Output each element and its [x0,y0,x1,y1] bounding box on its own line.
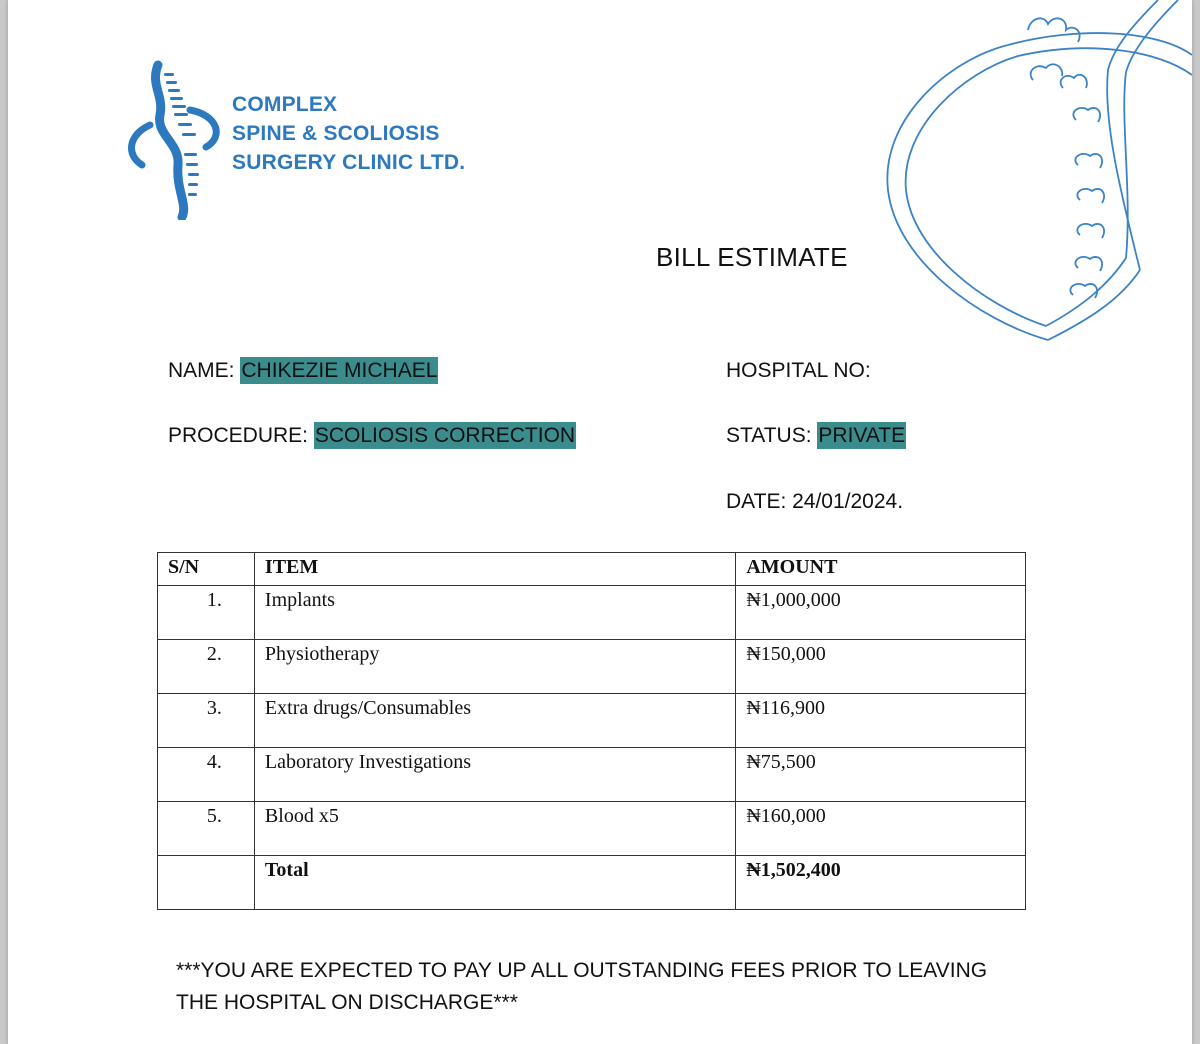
header-sn: S/N [158,553,255,586]
status-field [726,424,906,448]
clinic-name [232,90,465,177]
decorative-spine-outline-icon [858,0,1192,345]
row-amount: ₦150,000 [736,640,1026,694]
hospital-no-label: HOSPITAL NO: [726,359,871,382]
procedure-field [168,424,576,448]
bill-table [157,552,1026,910]
row-amount: ₦116,900 [736,694,1026,748]
table-row [158,748,1026,802]
row-item: Blood x5 [254,802,735,856]
procedure-value: SCOLIOSIS CORRECTION [314,424,576,447]
clinic-name-line-1: COMPLEX [232,93,338,116]
date-field: DATE: 24/01/2024. [726,490,904,513]
document-title: BILL ESTIMATE [656,242,848,272]
header-item: ITEM [254,553,735,586]
total-row [158,856,1026,910]
row-item: Implants [254,586,735,640]
total-sn-empty [158,856,255,910]
hospital-no-field [726,359,871,383]
row-sn: 4. [158,748,255,802]
name-label: NAME: [168,359,235,382]
status-label: STATUS: [726,424,812,447]
document-page [8,0,1192,1044]
total-label: Total [254,856,735,910]
clinic-name-line-2: SPINE & SCOLIOSIS [232,122,440,145]
row-amount: ₦1,000,000 [736,586,1026,640]
row-item: Laboratory Investigations [254,748,735,802]
total-amount: ₦1,502,400 [736,856,1026,910]
row-item: Extra drugs/Consumables [254,694,735,748]
row-amount: ₦160,000 [736,802,1026,856]
status-value: PRIVATE [818,424,906,447]
patient-name-field [168,359,438,383]
notice-line-2: THE HOSPITAL ON DISCHARGE*** [176,991,518,1014]
table-row [158,694,1026,748]
spine-logo-icon [120,55,230,220]
row-sn: 2. [158,640,255,694]
table-header-row [158,553,1026,586]
row-sn: 1. [158,586,255,640]
row-item: Physiotherapy [254,640,735,694]
row-sn: 3. [158,694,255,748]
patient-name-value: CHIKEZIE MICHAEL [241,359,438,382]
row-amount: ₦75,500 [736,748,1026,802]
row-sn: 5. [158,802,255,856]
table-row [158,802,1026,856]
header-amount: AMOUNT [736,553,1026,586]
table-row [158,640,1026,694]
notice-line-1: ***YOU ARE EXPECTED TO PAY UP ALL OUTSTANDING FEES PRIOR TO LEAVING [176,959,988,982]
payment-notice [176,955,987,1019]
clinic-name-line-3: SURGERY CLINIC LTD. [232,151,466,174]
table-row [158,586,1026,640]
procedure-label: PROCEDURE: [168,424,309,447]
